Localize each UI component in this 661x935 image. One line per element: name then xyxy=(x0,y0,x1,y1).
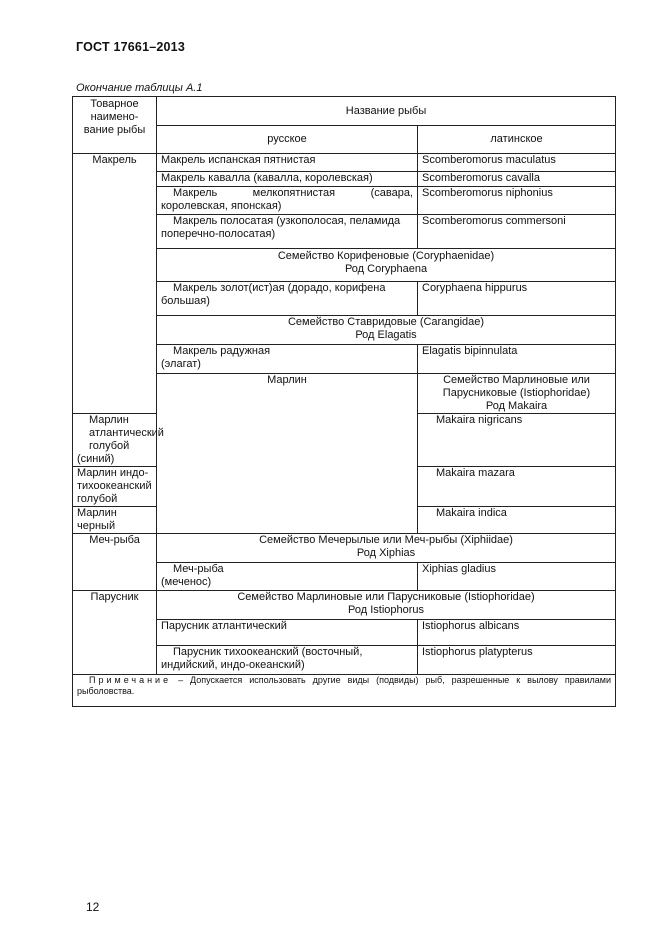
genus-name: Род Coryphaena xyxy=(344,263,428,275)
table-caption: Окончание таблицы А.1 xyxy=(76,82,203,94)
row-ru: Макрель кавалла (кавалла, королевская) xyxy=(157,172,418,187)
genus-name: Род Makaira xyxy=(485,400,548,412)
family-name: Семейство Мечерылые или Меч-рыбы (Xiphiidae) xyxy=(259,534,513,546)
row-lat: Elagatis bipinnulata xyxy=(418,345,616,374)
group-mech-ryba: Меч-рыба xyxy=(73,534,157,591)
note-lead: Примечание xyxy=(89,675,172,685)
row-ru: Марлин индо-тихоокеанский голубой xyxy=(73,467,157,507)
header-group-col: Товарное наимено-вание рыбы xyxy=(73,97,157,154)
row-lat: Coryphaena hippurus xyxy=(418,282,616,316)
genus-name: Род Xiphias xyxy=(356,547,416,559)
row-ru-line: (элагат) xyxy=(161,358,201,370)
row-lat: Scomberomorus cavalla xyxy=(418,172,616,187)
group-makrel: Макрель xyxy=(73,154,157,414)
group-parusnik: Парусник xyxy=(73,591,157,675)
family-name: Семейство Корифеновые (Coryphaenidae) xyxy=(277,250,495,262)
row-lat: Makaira mazara xyxy=(418,467,616,507)
family-name: Семейство Марлиновые или Парусниковые (Istiophoridae) xyxy=(237,591,535,603)
row-lat: Makaira nigricans xyxy=(418,414,616,467)
row-ru-line: Макрель радужная xyxy=(173,345,271,357)
row-ru: Парусник атлантический xyxy=(157,620,418,646)
page-number: 12 xyxy=(86,900,100,914)
row-ru: Парусник тихоокеанский (восточный, индийский, индо-океанский) xyxy=(157,646,418,675)
family-row xyxy=(157,249,616,282)
row-ru: Макрель золот(ист)ая (дорадо, корифена большая) xyxy=(157,282,418,316)
row-ru-line: Меч-рыба xyxy=(173,563,224,575)
header-ru-col: русское xyxy=(157,126,418,154)
row-lat: Scomberomorus commersoni xyxy=(418,215,616,249)
row-ru: Макрель испанская пятнистая xyxy=(157,154,418,172)
row-ru: Марлин черный xyxy=(73,507,157,534)
family-row xyxy=(157,591,616,620)
row-ru xyxy=(73,414,164,467)
fish-names-table xyxy=(72,96,616,707)
row-lat: Scomberomorus maculatus xyxy=(418,154,616,172)
row-lat: Istiophorus albicans xyxy=(418,620,616,646)
note-text: – Допускается использовать другие виды (подвиды) рыб, разрешенные к вылову правилами рыболовства. xyxy=(77,675,611,696)
standard-code: ГОСТ 17661–2013 xyxy=(76,40,185,54)
row-ru xyxy=(157,345,418,374)
header-lat-col: латинское xyxy=(418,126,616,154)
row-ru xyxy=(157,563,418,591)
row-ru-line: Марлин атлантический голубой xyxy=(89,414,164,452)
header-name-col: Название рыбы xyxy=(157,97,616,126)
family-row xyxy=(418,374,616,414)
row-ru-line: (синий) xyxy=(77,453,115,465)
row-ru: Макрель мелкопятнистая (савара, королевская, японская) xyxy=(157,187,418,215)
row-lat: Makaira indica xyxy=(418,507,616,534)
family-name: Семейство Ставридовые (Carangidae) xyxy=(287,316,485,328)
family-row xyxy=(157,316,616,345)
family-name: Семейство Марлиновые или Парусниковые (Istiophoridae) xyxy=(442,374,591,399)
row-lat: Istiophorus platypterus xyxy=(418,646,616,675)
genus-name: Род Istiophorus xyxy=(348,604,425,616)
group-marlin: Марлин xyxy=(157,374,418,534)
row-ru: Макрель полосатая (узкополосая, пеламида поперечно-полосатая) xyxy=(157,215,418,249)
row-lat: Xiphias gladius xyxy=(418,563,616,591)
row-ru-line: (меченос) xyxy=(161,576,212,588)
table-note xyxy=(73,675,616,707)
family-row xyxy=(157,534,616,563)
genus-name: Род Elagatis xyxy=(355,329,417,341)
row-lat: Scomberomorus niphonius xyxy=(418,187,616,215)
